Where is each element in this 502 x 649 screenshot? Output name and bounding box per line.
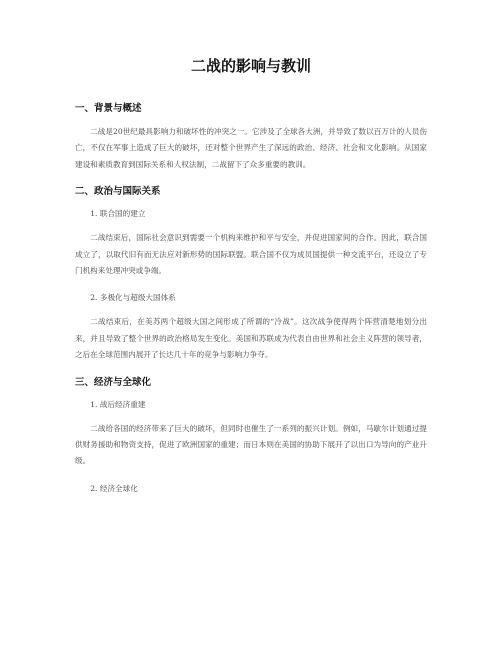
section-heading: 二、政治与国际关系 [75, 186, 161, 198]
section-economy [75, 376, 427, 495]
subsection-heading: 1. 联合国的建立 [90, 209, 146, 219]
section-background [75, 102, 427, 173]
subsection-heading: 2. 经济全球化 [90, 483, 138, 493]
section-paragraph: 二战是20世纪最具影响力和破坏性的冲突之一。它涉及了全球各大洲，并导致了数以百万计的人员伤亡，不仅在军事上造成了巨大的破坏，还对整个世界产生了深远的政治、经济、社会和文化影响。从国家建设和素质教育到国际关系和人权法制，二战留下了众多重要的教训。 [75, 127, 427, 169]
document-title: 二战的影响与教训 [190, 57, 311, 75]
section-heading: 三、经济与全球化 [75, 376, 152, 388]
subsection-heading: 1. 战后经济重建 [90, 399, 146, 409]
section-heading: 一、背景与概述 [75, 103, 142, 114]
subsection-paragraph: 二战结束后，在美苏两个超级大国之间形成了所谓的“冷战”。这次战争使得两个阵营清楚地划分出来，并且导致了整个世界的政治格局发生变化。美国和苏联成为代表自由世界和社会主义阵营的领导者，之后在全球范围内展开了长达几十年的竞争与影响力争夺。 [75, 317, 427, 360]
section-politics [75, 185, 427, 363]
subsection-heading: 2. 多极化与超级大国体系 [90, 293, 176, 303]
subsection-paragraph: 二战给各国的经济带来了巨大的破坏，但同时也催生了一系列的振兴计划。例如，马歇尔计划通过提供财务援助和物资支持，促进了欧洲国家的重建；而日本则在美国的协助下展开了以出口为导向的产业升级。 [75, 423, 427, 466]
subsection-paragraph: 二战结束后，国际社会意识到需要一个机构来维护和平与安全，并促进国家间的合作。因此，联合国成立了，以取代旧有而无法应对新形势的国际联盟。联合国不仅为成员国提供一种交流平台，还设立了专门机构来处理冲突或争端。 [75, 233, 427, 276]
